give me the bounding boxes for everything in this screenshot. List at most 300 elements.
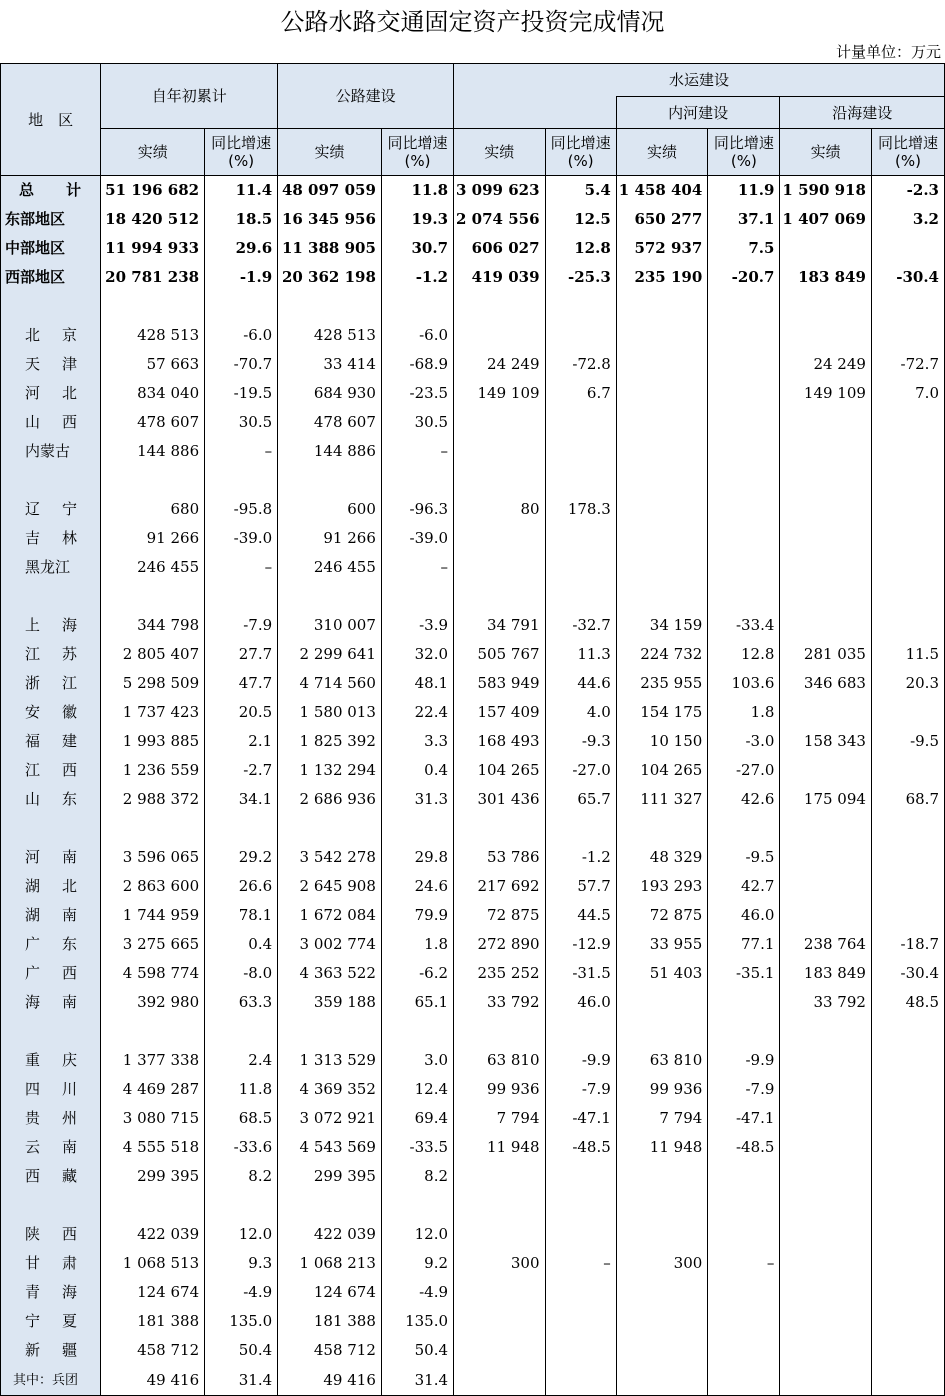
cell-highway-yoy: 8.2: [381, 1162, 453, 1191]
cell-coastal-yoy: [871, 1133, 944, 1162]
cell-highway-actual: 91 266: [278, 524, 382, 553]
table-row: [1, 930, 945, 959]
header-waterway: 水运建设: [454, 64, 945, 97]
cell-highway-actual: 359 188: [278, 988, 382, 1017]
empty-cell: [101, 582, 205, 611]
cell-highway-yoy: 22.4: [381, 698, 453, 727]
cell-inland-actual: 235 190: [616, 263, 708, 292]
cell-cumulative-yoy: -8.0: [205, 959, 278, 988]
cell-coastal-actual: 183 849: [780, 263, 872, 292]
empty-cell: [381, 466, 453, 495]
cell-waterway-yoy: -72.8: [545, 350, 616, 379]
cell-highway-actual: 1 313 529: [278, 1046, 382, 1075]
cell-inland-actual: 72 875: [616, 901, 708, 930]
cell-highway-yoy: 65.1: [381, 988, 453, 1017]
cell-waterway-actual: [454, 1278, 546, 1307]
empty-cell: [616, 814, 708, 843]
region-name: 吉 林: [1, 524, 101, 553]
cell-waterway-yoy: -7.9: [545, 1075, 616, 1104]
cell-inland-actual: [616, 988, 708, 1017]
region-name: 甘 肃: [1, 1249, 101, 1278]
empty-cell: [871, 292, 944, 321]
table-row: [1, 756, 945, 785]
cell-cumulative-actual: 4 469 287: [101, 1075, 205, 1104]
cell-waterway-yoy: 5.4: [545, 176, 616, 206]
cell-coastal-yoy: [871, 1307, 944, 1336]
cell-inland-yoy: [708, 524, 780, 553]
header-cumulative-actual: 实绩: [101, 129, 205, 176]
cell-cumulative-yoy: -6.0: [205, 321, 278, 350]
table-row: [1, 1307, 945, 1336]
cell-inland-actual: 7 794: [616, 1104, 708, 1133]
region-name: 湖 南: [1, 901, 101, 930]
unit-label: 计量单位：万元: [835, 43, 941, 61]
cell-inland-yoy: [708, 1336, 780, 1365]
cell-coastal-actual: [780, 234, 872, 263]
cell-coastal-actual: 183 849: [780, 959, 872, 988]
cell-waterway-yoy: -27.0: [545, 756, 616, 785]
cell-highway-yoy: 3.0: [381, 1046, 453, 1075]
table-row: [1, 640, 945, 669]
cell-coastal-actual: [780, 1104, 872, 1133]
cell-coastal-yoy: 3.2: [871, 205, 944, 234]
cell-waterway-actual: 149 109: [454, 379, 546, 408]
cell-highway-actual: 458 712: [278, 1336, 382, 1365]
investment-table: [0, 63, 945, 1396]
cell-cumulative-yoy: 27.7: [205, 640, 278, 669]
region-cell: [1, 466, 101, 495]
cell-waterway-yoy: -48.5: [545, 1133, 616, 1162]
cell-coastal-yoy: [871, 1046, 944, 1075]
cell-cumulative-yoy: 135.0: [205, 1307, 278, 1336]
cell-inland-actual: [616, 524, 708, 553]
table-row: [1, 1249, 945, 1278]
cell-highway-actual: 246 455: [278, 553, 382, 582]
empty-cell: [381, 582, 453, 611]
header-coastal-yoy: 同比增速 (%): [871, 129, 944, 176]
cell-waterway-actual: 168 493: [454, 727, 546, 756]
cell-highway-yoy: -39.0: [381, 524, 453, 553]
cell-cumulative-actual: 5 298 509: [101, 669, 205, 698]
region-name: 四 川: [1, 1075, 101, 1104]
cell-inland-actual: [616, 1278, 708, 1307]
empty-cell: [101, 292, 205, 321]
table-row: [1, 698, 945, 727]
cell-inland-actual: 34 159: [616, 611, 708, 640]
empty-cell: [454, 1191, 546, 1220]
empty-cell: [780, 814, 872, 843]
cell-coastal-yoy: 11.5: [871, 640, 944, 669]
cell-cumulative-yoy: 68.5: [205, 1104, 278, 1133]
cell-inland-actual: [616, 1307, 708, 1336]
cell-cumulative-yoy: 47.7: [205, 669, 278, 698]
cell-waterway-actual: 583 949: [454, 669, 546, 698]
cell-waterway-yoy: -32.7: [545, 611, 616, 640]
empty-cell: [545, 814, 616, 843]
cell-highway-actual: 3 072 921: [278, 1104, 382, 1133]
cell-highway-yoy: -6.0: [381, 321, 453, 350]
cell-coastal-yoy: [871, 901, 944, 930]
cell-coastal-actual: [780, 1307, 872, 1336]
region-name: 天 津: [1, 350, 101, 379]
empty-cell: [381, 1017, 453, 1046]
empty-cell: [101, 1191, 205, 1220]
cell-inland-yoy: 7.5: [708, 234, 780, 263]
region-name: 东部地区: [1, 205, 101, 234]
cell-cumulative-yoy: 34.1: [205, 785, 278, 814]
cell-inland-yoy: 12.8: [708, 640, 780, 669]
empty-cell: [454, 292, 546, 321]
cell-cumulative-actual: 2 988 372: [101, 785, 205, 814]
cell-cumulative-yoy: 9.3: [205, 1249, 278, 1278]
table-row: [1, 350, 945, 379]
cell-inland-yoy: 77.1: [708, 930, 780, 959]
cell-highway-actual: 11 388 905: [278, 234, 382, 263]
cell-inland-actual: 224 732: [616, 640, 708, 669]
table-row: [1, 1075, 945, 1104]
spacer-row: [1, 814, 945, 843]
cell-coastal-yoy: [871, 1278, 944, 1307]
cell-waterway-yoy: [545, 524, 616, 553]
cell-waterway-actual: [454, 1336, 546, 1365]
cell-cumulative-yoy: 8.2: [205, 1162, 278, 1191]
cell-inland-yoy: 42.7: [708, 872, 780, 901]
cell-coastal-yoy: 48.5: [871, 988, 944, 1017]
region-name: 贵 州: [1, 1104, 101, 1133]
cell-waterway-actual: 419 039: [454, 263, 546, 292]
region-name: 广 西: [1, 959, 101, 988]
empty-cell: [780, 1191, 872, 1220]
cell-highway-yoy: 0.4: [381, 756, 453, 785]
table-row: [1, 1365, 945, 1396]
empty-cell: [205, 466, 278, 495]
cell-highway-yoy: 12.0: [381, 1220, 453, 1249]
cell-inland-actual: 111 327: [616, 785, 708, 814]
cell-cumulative-yoy: 31.4: [205, 1365, 278, 1396]
cell-inland-actual: 99 936: [616, 1075, 708, 1104]
cell-highway-actual: 2 299 641: [278, 640, 382, 669]
cell-highway-actual: 478 607: [278, 408, 382, 437]
empty-cell: [708, 814, 780, 843]
cell-cumulative-actual: 51 196 682: [101, 176, 205, 206]
cell-highway-actual: 2 686 936: [278, 785, 382, 814]
region-cell: [1, 292, 101, 321]
cell-coastal-yoy: [871, 524, 944, 553]
cell-cumulative-yoy: 11.4: [205, 176, 278, 206]
cell-highway-actual: 33 414: [278, 350, 382, 379]
cell-inland-actual: [616, 495, 708, 524]
cell-highway-actual: 1 132 294: [278, 756, 382, 785]
cell-inland-yoy: -3.0: [708, 727, 780, 756]
cell-highway-actual: 422 039: [278, 1220, 382, 1249]
cell-coastal-actual: [780, 1046, 872, 1075]
cell-inland-yoy: [708, 379, 780, 408]
cell-highway-actual: 4 714 560: [278, 669, 382, 698]
cell-highway-yoy: 48.1: [381, 669, 453, 698]
sub-header-row: [1, 129, 945, 176]
cell-waterway-actual: 3 099 623: [454, 176, 546, 206]
cell-coastal-actual: [780, 437, 872, 466]
table-row: [1, 901, 945, 930]
cell-highway-yoy: -3.9: [381, 611, 453, 640]
cell-coastal-actual: [780, 1249, 872, 1278]
cell-highway-yoy: 29.8: [381, 843, 453, 872]
cell-waterway-actual: 11 948: [454, 1133, 546, 1162]
cell-coastal-actual: [780, 1336, 872, 1365]
cell-coastal-actual: [780, 611, 872, 640]
cell-waterway-actual: [454, 1307, 546, 1336]
cell-waterway-yoy: 57.7: [545, 872, 616, 901]
table-row: [1, 988, 945, 1017]
table-body: [1, 176, 945, 1396]
cell-coastal-yoy: -2.3: [871, 176, 944, 206]
cell-coastal-actual: [780, 872, 872, 901]
cell-inland-yoy: -27.0: [708, 756, 780, 785]
cell-cumulative-actual: 344 798: [101, 611, 205, 640]
header-highway-actual: 实绩: [278, 129, 382, 176]
table-row: [1, 176, 945, 206]
cell-cumulative-yoy: -95.8: [205, 495, 278, 524]
empty-cell: [205, 292, 278, 321]
cell-inland-actual: 1 458 404: [616, 176, 708, 206]
cell-inland-actual: [616, 408, 708, 437]
cell-coastal-actual: 158 343: [780, 727, 872, 756]
cell-coastal-yoy: [871, 1365, 944, 1396]
empty-cell: [205, 582, 278, 611]
cell-cumulative-yoy: 78.1: [205, 901, 278, 930]
cell-inland-actual: [616, 1365, 708, 1396]
cell-cumulative-actual: 181 388: [101, 1307, 205, 1336]
empty-cell: [780, 582, 872, 611]
empty-cell: [101, 814, 205, 843]
cell-coastal-yoy: 20.3: [871, 669, 944, 698]
cell-waterway-yoy: 12.8: [545, 234, 616, 263]
cell-highway-yoy: 9.2: [381, 1249, 453, 1278]
table-row: [1, 1046, 945, 1075]
cell-inland-yoy: [708, 408, 780, 437]
empty-cell: [708, 292, 780, 321]
region-name: 青 海: [1, 1278, 101, 1307]
header-waterway-yoy: 同比增速 (%): [545, 129, 616, 176]
cell-highway-yoy: 11.8: [381, 176, 453, 206]
cell-inland-actual: [616, 321, 708, 350]
cell-cumulative-actual: 1 744 959: [101, 901, 205, 930]
region-name: 福 建: [1, 727, 101, 756]
cell-waterway-actual: 235 252: [454, 959, 546, 988]
cell-waterway-yoy: [545, 1162, 616, 1191]
empty-cell: [871, 814, 944, 843]
region-name: 浙 江: [1, 669, 101, 698]
region-name: 广 东: [1, 930, 101, 959]
cell-cumulative-actual: 422 039: [101, 1220, 205, 1249]
empty-cell: [545, 466, 616, 495]
cell-coastal-actual: [780, 495, 872, 524]
table-row: [1, 408, 945, 437]
cell-cumulative-yoy: -19.5: [205, 379, 278, 408]
cell-inland-yoy: -9.9: [708, 1046, 780, 1075]
empty-cell: [278, 1017, 382, 1046]
cell-coastal-yoy: 7.0: [871, 379, 944, 408]
cell-coastal-yoy: [871, 437, 944, 466]
cell-coastal-yoy: [871, 495, 944, 524]
cell-inland-yoy: –: [708, 1249, 780, 1278]
cell-waterway-actual: [454, 524, 546, 553]
cell-highway-actual: 3 542 278: [278, 843, 382, 872]
cell-cumulative-actual: 3 275 665: [101, 930, 205, 959]
cell-waterway-actual: 272 890: [454, 930, 546, 959]
cell-cumulative-yoy: 50.4: [205, 1336, 278, 1365]
cell-highway-yoy: 24.6: [381, 872, 453, 901]
empty-cell: [205, 814, 278, 843]
cell-waterway-actual: 7 794: [454, 1104, 546, 1133]
cell-inland-yoy: [708, 495, 780, 524]
cell-inland-yoy: [708, 437, 780, 466]
table-row: [1, 205, 945, 234]
header-coastal-actual: 实绩: [780, 129, 872, 176]
table-row: [1, 1104, 945, 1133]
cell-highway-yoy: 31.4: [381, 1365, 453, 1396]
region-name: 中部地区: [1, 234, 101, 263]
cell-cumulative-actual: 428 513: [101, 321, 205, 350]
cell-waterway-actual: 72 875: [454, 901, 546, 930]
region-name: 山 西: [1, 408, 101, 437]
cell-cumulative-actual: 299 395: [101, 1162, 205, 1191]
empty-cell: [871, 1191, 944, 1220]
cell-waterway-actual: 157 409: [454, 698, 546, 727]
cell-inland-yoy: [708, 1365, 780, 1396]
cell-cumulative-actual: 1 236 559: [101, 756, 205, 785]
cell-coastal-actual: [780, 408, 872, 437]
cell-highway-yoy: -33.5: [381, 1133, 453, 1162]
empty-cell: [278, 814, 382, 843]
empty-cell: [381, 292, 453, 321]
cell-highway-yoy: 30.7: [381, 234, 453, 263]
cell-waterway-yoy: 65.7: [545, 785, 616, 814]
cell-highway-actual: 600: [278, 495, 382, 524]
spacer-row: [1, 1017, 945, 1046]
cell-waterway-actual: 34 791: [454, 611, 546, 640]
cell-waterway-yoy: –: [545, 1249, 616, 1278]
region-name: 总 计: [1, 176, 101, 206]
cell-highway-yoy: 31.3: [381, 785, 453, 814]
cell-highway-yoy: -1.2: [381, 263, 453, 292]
header-cumulative: 自年初累计: [101, 64, 278, 129]
cell-waterway-actual: [454, 1365, 546, 1396]
region-cell: [1, 1017, 101, 1046]
cell-coastal-yoy: [871, 1249, 944, 1278]
cell-cumulative-actual: 392 980: [101, 988, 205, 1017]
cell-cumulative-yoy: 26.6: [205, 872, 278, 901]
cell-inland-actual: 650 277: [616, 205, 708, 234]
empty-cell: [381, 814, 453, 843]
cell-cumulative-yoy: 20.5: [205, 698, 278, 727]
cell-inland-yoy: 37.1: [708, 205, 780, 234]
cell-waterway-yoy: [545, 1307, 616, 1336]
cell-cumulative-yoy: 29.2: [205, 843, 278, 872]
cell-coastal-yoy: [871, 1162, 944, 1191]
cell-inland-yoy: -33.4: [708, 611, 780, 640]
cell-coastal-yoy: [871, 234, 944, 263]
cell-highway-actual: 49 416: [278, 1365, 382, 1396]
cell-inland-actual: 11 948: [616, 1133, 708, 1162]
cell-inland-yoy: 103.6: [708, 669, 780, 698]
cell-coastal-actual: 346 683: [780, 669, 872, 698]
cell-coastal-yoy: [871, 611, 944, 640]
cell-cumulative-yoy: 12.0: [205, 1220, 278, 1249]
cell-inland-yoy: [708, 553, 780, 582]
cell-cumulative-actual: 18 420 512: [101, 205, 205, 234]
cell-waterway-actual: 33 792: [454, 988, 546, 1017]
spacer-row: [1, 582, 945, 611]
cell-waterway-actual: [454, 321, 546, 350]
cell-inland-actual: [616, 553, 708, 582]
cell-inland-actual: 51 403: [616, 959, 708, 988]
cell-cumulative-actual: 246 455: [101, 553, 205, 582]
spacer-row: [1, 466, 945, 495]
region-name: 北 京: [1, 321, 101, 350]
cell-cumulative-actual: 680: [101, 495, 205, 524]
cell-coastal-actual: [780, 1365, 872, 1396]
cell-inland-actual: [616, 1336, 708, 1365]
cell-coastal-yoy: [871, 843, 944, 872]
header-inland-yoy: 同比增速 (%): [708, 129, 780, 176]
cell-inland-actual: 235 955: [616, 669, 708, 698]
table-row: [1, 321, 945, 350]
cell-highway-yoy: 32.0: [381, 640, 453, 669]
cell-highway-actual: 16 345 956: [278, 205, 382, 234]
cell-cumulative-yoy: 63.3: [205, 988, 278, 1017]
cell-highway-yoy: 12.4: [381, 1075, 453, 1104]
empty-cell: [708, 1191, 780, 1220]
cell-waterway-yoy: 46.0: [545, 988, 616, 1017]
table-row: [1, 1162, 945, 1191]
cell-coastal-actual: [780, 1133, 872, 1162]
cell-cumulative-yoy: -2.7: [205, 756, 278, 785]
cell-highway-actual: 124 674: [278, 1278, 382, 1307]
header-waterway-spacer: [454, 97, 617, 129]
cell-coastal-yoy: [871, 756, 944, 785]
empty-cell: [205, 1191, 278, 1220]
empty-cell: [454, 466, 546, 495]
empty-cell: [708, 1017, 780, 1046]
cell-inland-actual: [616, 1220, 708, 1249]
table-row: [1, 1278, 945, 1307]
table-row: [1, 1220, 945, 1249]
cell-highway-actual: 310 007: [278, 611, 382, 640]
cell-highway-actual: 684 930: [278, 379, 382, 408]
cell-inland-actual: 10 150: [616, 727, 708, 756]
cell-coastal-yoy: [871, 1104, 944, 1133]
cell-highway-yoy: 135.0: [381, 1307, 453, 1336]
cell-waterway-actual: [454, 1220, 546, 1249]
cell-cumulative-yoy: 0.4: [205, 930, 278, 959]
cell-cumulative-actual: 49 416: [101, 1365, 205, 1396]
table-row: [1, 524, 945, 553]
cell-highway-actual: 20 362 198: [278, 263, 382, 292]
cell-inland-yoy: -47.1: [708, 1104, 780, 1133]
cell-inland-actual: 300: [616, 1249, 708, 1278]
cell-coastal-actual: [780, 553, 872, 582]
cell-cumulative-yoy: -1.9: [205, 263, 278, 292]
cell-highway-yoy: -68.9: [381, 350, 453, 379]
header-cumulative-yoy: 同比增速 (%): [205, 129, 278, 176]
cell-cumulative-yoy: -33.6: [205, 1133, 278, 1162]
empty-cell: [616, 292, 708, 321]
header-coastal: 沿海建设: [780, 97, 945, 129]
cell-highway-yoy: –: [381, 437, 453, 466]
cell-cumulative-actual: 11 994 933: [101, 234, 205, 263]
empty-cell: [545, 1191, 616, 1220]
